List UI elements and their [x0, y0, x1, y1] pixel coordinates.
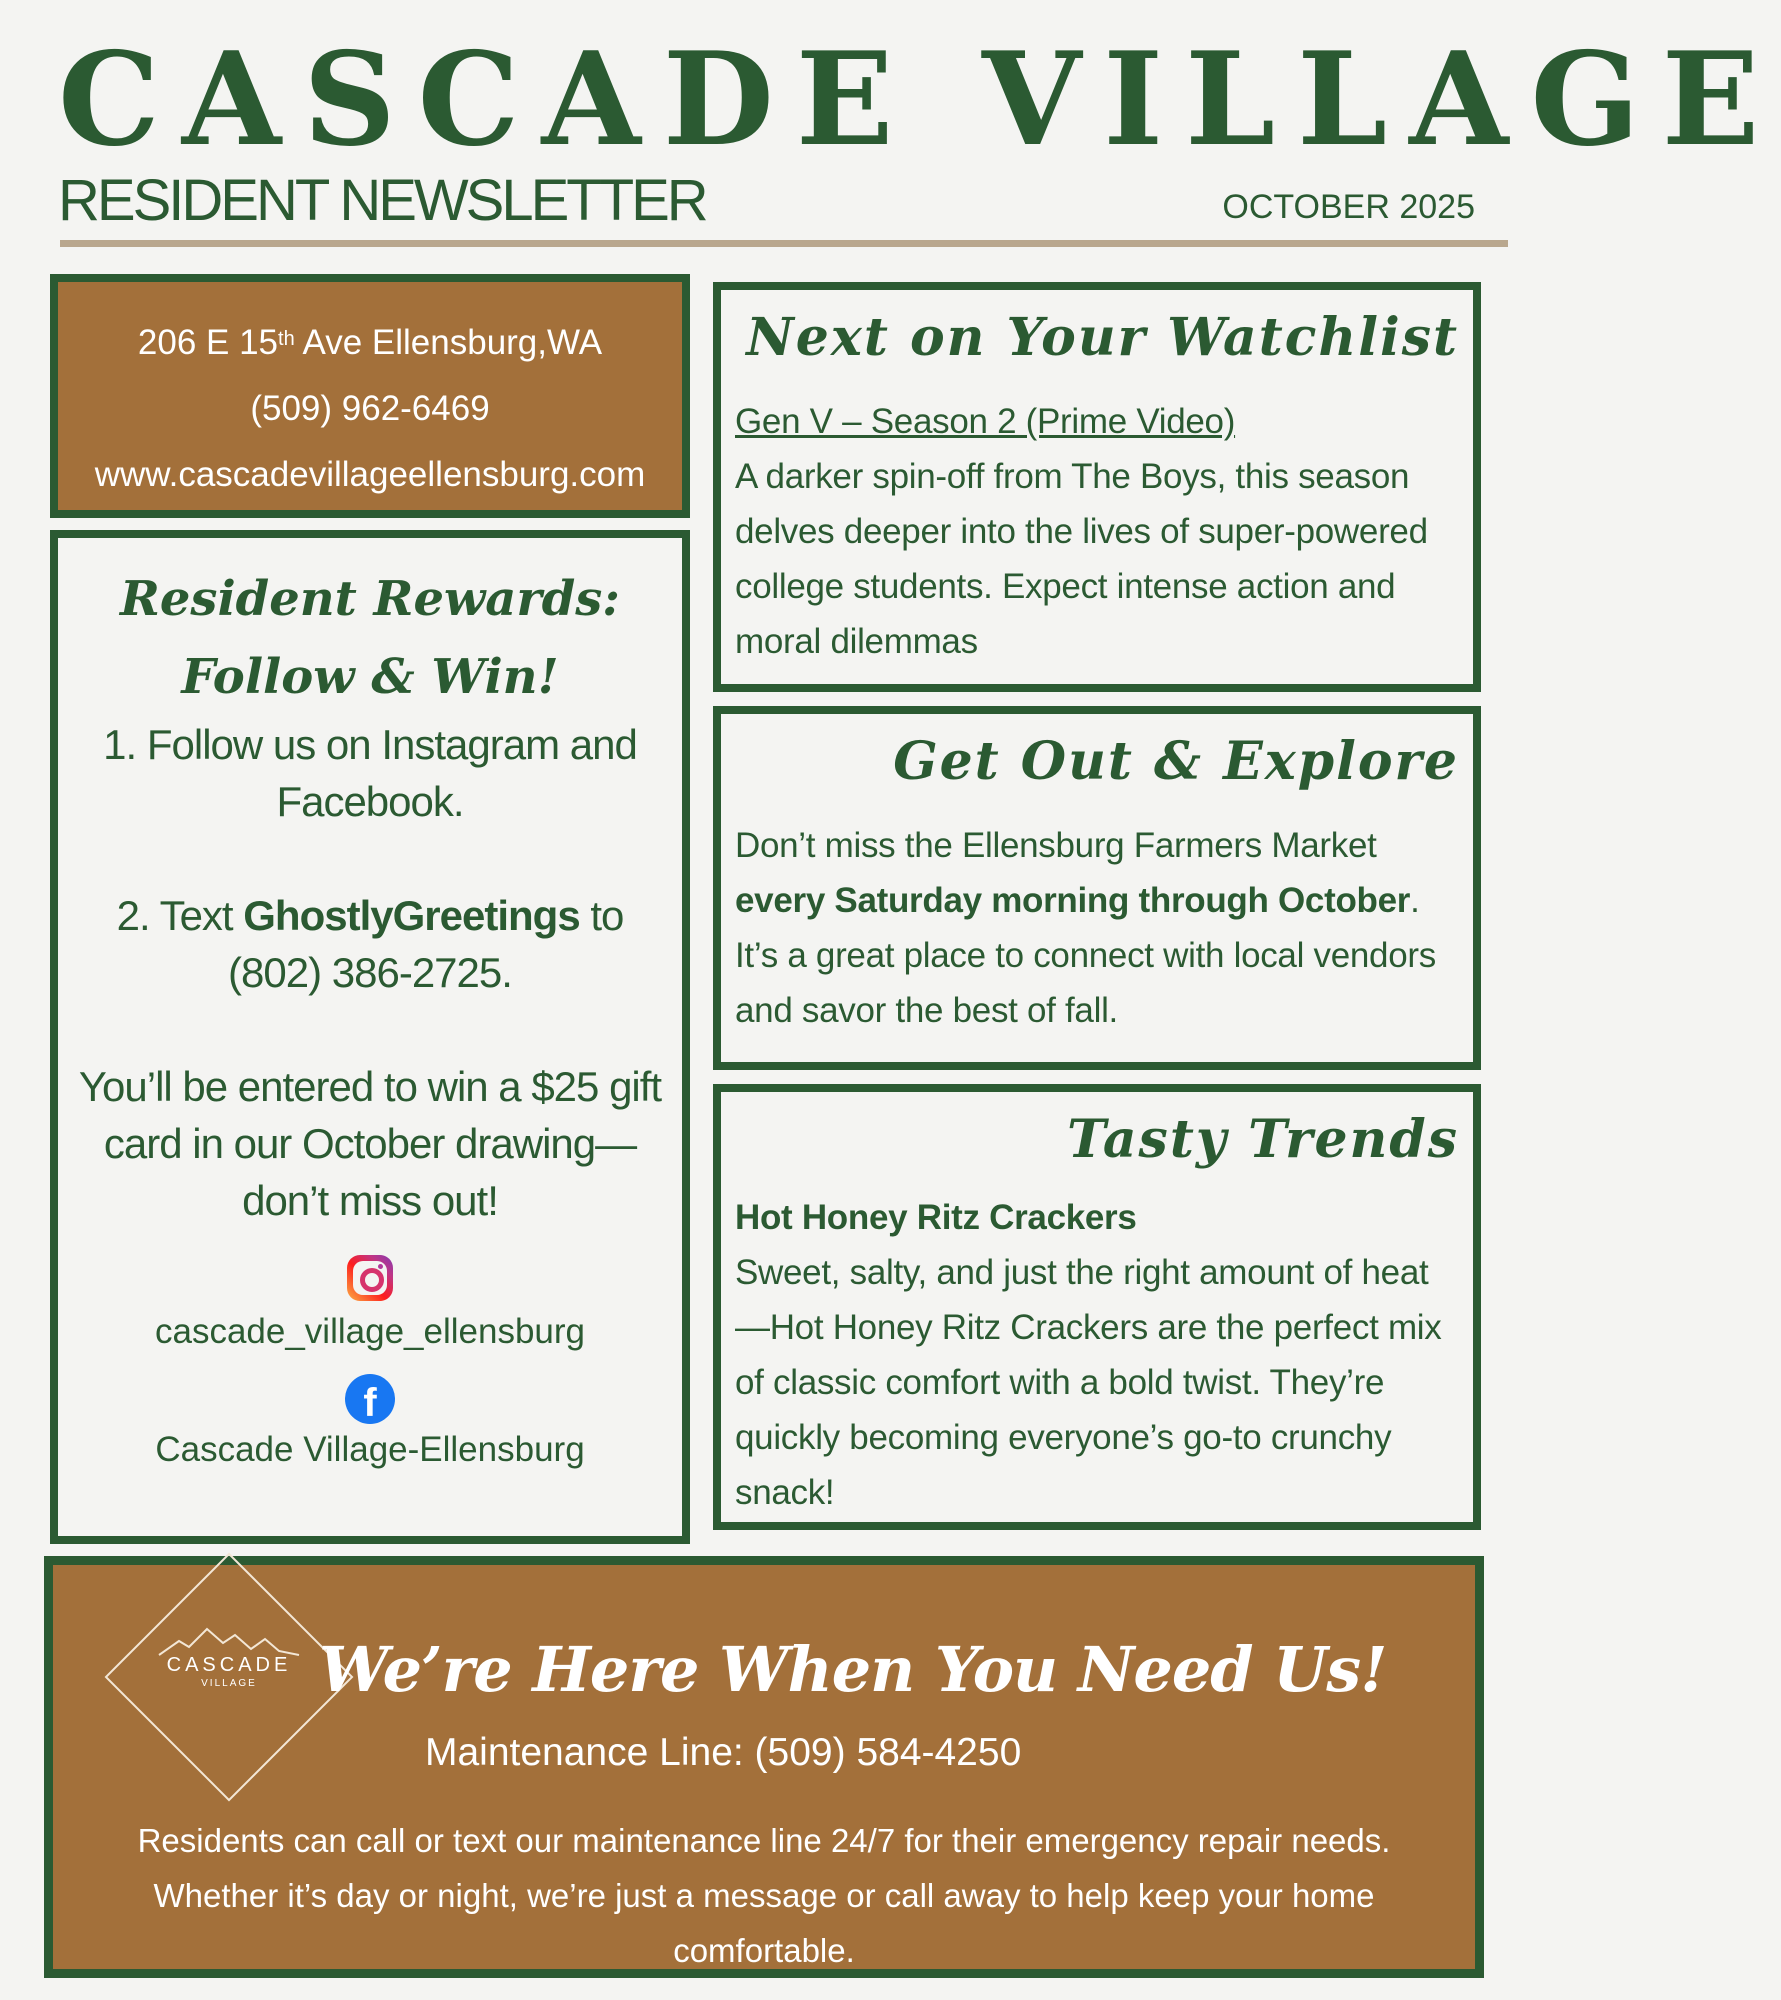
footer-heading: We’re Here When You Need Us!: [319, 1633, 1387, 1706]
contact-box: [50, 274, 690, 518]
tasty-box: [713, 1084, 1481, 1530]
tasty-item-title: Hot Honey Ritz Crackers: [735, 1198, 1137, 1237]
facebook-icon[interactable]: f: [345, 1374, 395, 1424]
maintenance-line[interactable]: Maintenance Line: (509) 584-4250: [425, 1731, 1022, 1774]
website-link[interactable]: www.cascadevillageellensburg.com: [94, 455, 646, 494]
rewards-step-2: 2. Text GhostlyGreetings to (802) 386-2725.: [116, 892, 624, 996]
explore-text: Don’t miss the Ellensburg Farmers Market every Saturday morning through October. It’s a great place to connect with local vendors and savor the best of fall.: [735, 826, 1436, 1030]
show-title[interactable]: Gen V – Season 2 (Prime Video): [735, 402, 1236, 441]
newsletter-subtitle: RESIDENT NEWSLETTER: [58, 168, 706, 233]
rewards-step-1: 1. Follow us on Instagram and Facebook.: [103, 721, 637, 825]
show-description: A darker spin-off from The Boys, this season delves deeper into the lives of super-powered college students. Expect intense action and moral dilemmas: [735, 457, 1428, 661]
header-divider: [60, 240, 1508, 247]
watchlist-box: [713, 282, 1481, 692]
explore-box: [713, 706, 1481, 1070]
address: 206 E 15th Ave Ellensburg,WA: [137, 323, 603, 362]
mountain-icon: [139, 1623, 319, 1657]
tasty-description: Sweet, salty, and just the right amount of heat—Hot Honey Ritz Crackers are the perfect mix of classic comfort with a bold twist. They’re quickly becoming everyone’s go-to crunchy snack!: [735, 1253, 1442, 1512]
tasty-heading: Tasty Trends: [1067, 1109, 1459, 1170]
instagram-handle[interactable]: cascade_village_ellensburg: [154, 1312, 585, 1351]
explore-heading: Get Out & Explore: [893, 731, 1459, 792]
newsletter-title: CASCADE VILLAGE: [58, 25, 1781, 175]
footer-body: Residents can call or text our maintenance line 24/7 for their emergency repair needs. Whether it’s day or night, we’re just a message or call away to help keep your home comfortable.: [137, 1822, 1391, 1969]
issue-date: OCTOBER 2025: [1222, 188, 1475, 226]
phone-number[interactable]: (509) 962-6469: [250, 389, 490, 428]
rewards-heading: Resident Rewards: Follow & Win!: [119, 571, 620, 705]
rewards-entry-text: You’ll be entered to win a $25 gift card in our October drawing—don’t miss out!: [78, 1063, 662, 1224]
watchlist-heading: Next on Your Watchlist: [746, 307, 1459, 368]
rewards-box: [50, 530, 690, 1544]
facebook-handle[interactable]: Cascade Village-Ellensburg: [155, 1430, 585, 1469]
instagram-icon[interactable]: [347, 1255, 393, 1301]
maintenance-footer: [44, 1556, 1484, 1978]
logo-text: CASCADE VILLAGE: [166, 1654, 292, 1689]
